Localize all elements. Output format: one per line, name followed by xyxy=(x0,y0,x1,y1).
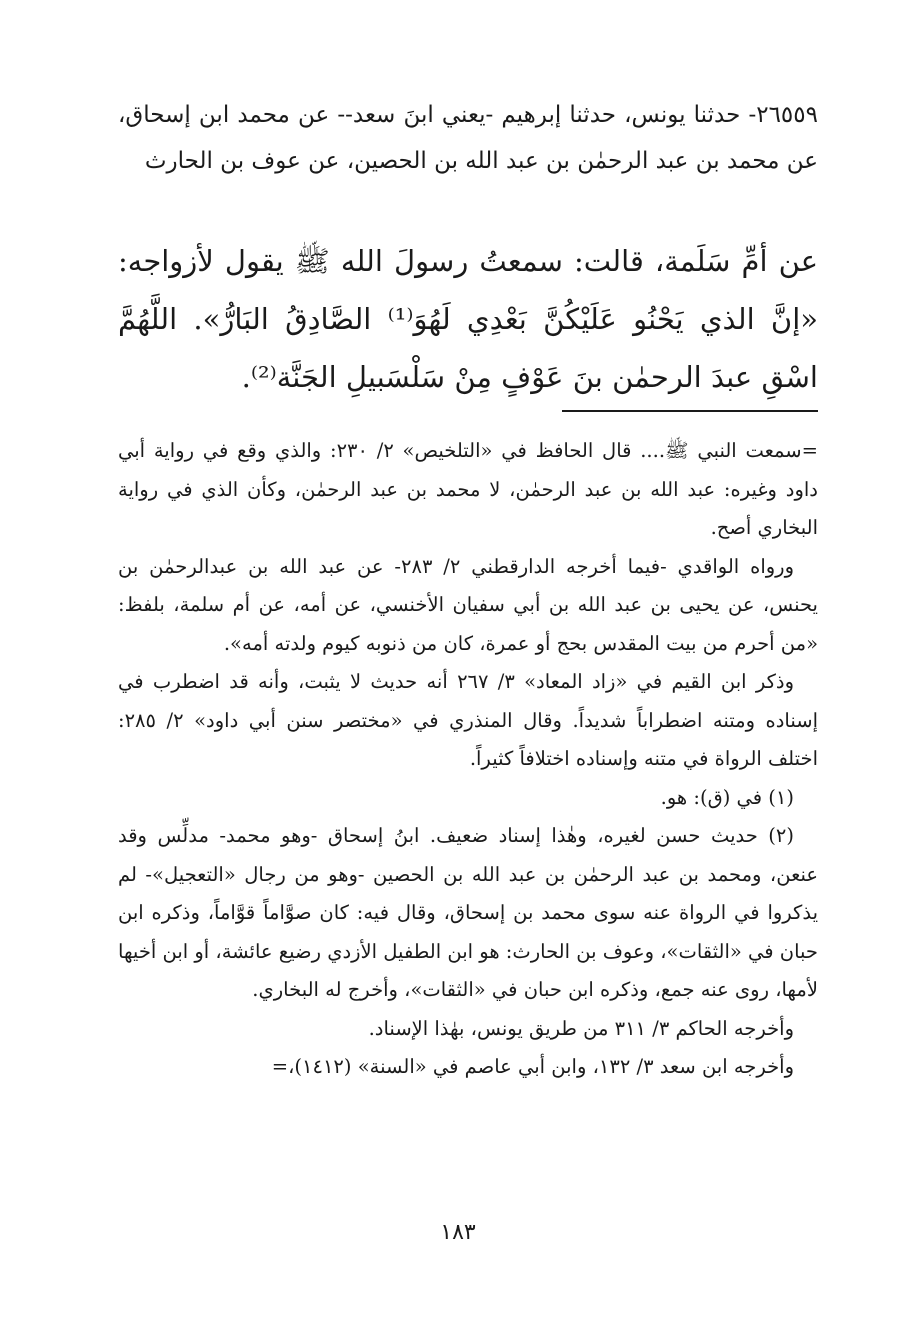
matn-text: عن أمِّ سَلَمة، قالت: سمعتُ رسولَ الله ﷺ يقول لأزواجه: «إنَّ الذي يَحْنُو عَلَيْكُنَّ بَعْدِي لَهُوَ⁽¹⁾ الصَّادِقُ البَارُّ». اللَّهُمَّ اسْقِ عبدَ الرحمٰن بنَ عَوْفٍ مِنْ سَلْسَبيلِ الجَنَّة⁽²⁾. xyxy=(118,244,818,394)
footnote-1: (١) في (ق): هو. xyxy=(660,785,794,809)
hadith-matn xyxy=(118,232,818,406)
page-number: ١٨٣ xyxy=(440,1220,476,1245)
isnad-text: ٢٦٥٥٩- حدثنا يونس، حدثنا إبرهيم -يعني ابنَ سعد-- عن محمد ابن إسحاق، عن محمد بن عبد الرحمٰن بن عبد الله بن الحصين، عن عوف بن الحارث xyxy=(118,102,818,174)
footnote-paragraph: وذكر ابن القيم في «زاد المعاد» ٣/ ٢٦٧ أنه حديث لا يثبت، وأنه قد اضطرب في إسناده ومتنه اضطراباً شديداً. وقال المنذري في «مختصر سنن أبي داود» ٢/ ٢٨٥: اختلف الرواة في متنه وإسناده اختلافاً كثيراً. xyxy=(118,670,818,770)
footnote-paragraph: ورواه الواقدي -فيما أخرجه الدارقطني ٢/ ٢٨٣- عن عبد الله بن عبدالرحمٰن بن يحنس، عن يحيى بن عبد الله بن أبي سفيان الأخنسي، عن أمه، عن أم سلمة، بلفظ: «من أحرم من بيت المقدس بحج أو عمرة، كان من ذنوبه كيوم ولدته أمه». xyxy=(118,554,818,655)
footnote-paragraph: =سمعت النبي ﷺ.... قال الحافظ في «التلخيص» ٢/ ٢٣٠: والذي وقع في رواية أبي داود وغيره: عبد الله بن عبد الرحمٰن، لا محمد بن عبد الرحمٰن، وكأن الذي في رواية البخاري أصح. xyxy=(118,439,818,539)
footnotes xyxy=(118,432,818,1087)
footnote-2: (٢) حديث حسن لغيره، وهٰذا إسناد ضعيف. ابنُ إسحاق -وهو محمد- مدلِّس وقد عنعن، ومحمد بن عبد الرحمٰن بن عبد الله بن الحصين -وهو من رجال «التعجيل»- لم يذكروا في الرواة عنه سوى محمد بن إسحاق، وقال فيه: كان صوَّاماً قوَّاماً، وذكره ابن حبان في «الثقات»، وعوف بن الحارث: هو ابن الطفيل الأزدي رضيع عائشة، أو ابن أخيها لأمها، روى عنه جمع، وذكره ابن حبان في «الثقات»، وأخرج له البخاري. xyxy=(118,824,818,1001)
footnote-paragraph: وأخرجه ابن سعد ٣/ ١٣٢، وابن أبي عاصم في «السنة» (١٤١٢)،= xyxy=(271,1055,794,1078)
footnote-separator xyxy=(562,410,818,412)
hadith-isnad xyxy=(118,92,818,184)
footnote-paragraph: وأخرجه الحاكم ٣/ ٣١١ من طريق يونس، بهٰذا الإسناد. xyxy=(368,1016,794,1040)
